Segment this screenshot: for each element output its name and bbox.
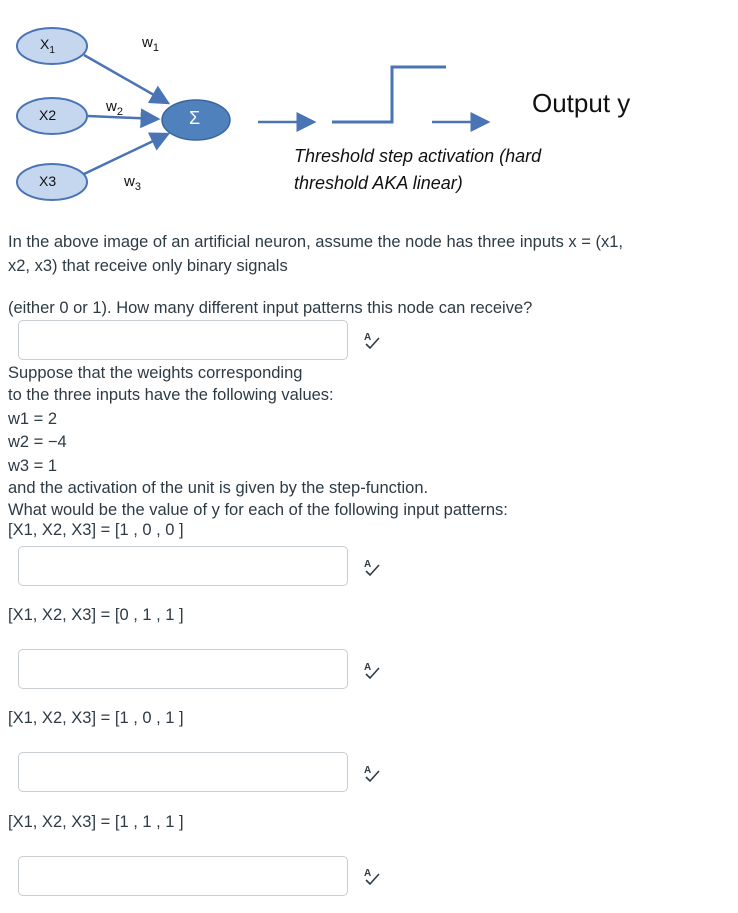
answer-input-pattern-4[interactable] xyxy=(18,856,348,896)
weight-w2-value: w2 = −4 xyxy=(8,433,67,451)
question2-line1: Suppose that the weights corresponding xyxy=(8,364,303,382)
spellcheck-icon[interactable] xyxy=(362,330,382,350)
activation-line-2: threshold AKA linear) xyxy=(294,173,463,193)
svg-text:A: A xyxy=(364,868,372,879)
weight-w3-value: w3 = 1 xyxy=(8,457,58,475)
input-label-x2: X2 xyxy=(39,107,57,123)
spellcheck-icon[interactable] xyxy=(362,866,382,886)
svg-text:A: A xyxy=(364,559,372,570)
answer-input-pattern-2[interactable] xyxy=(18,649,348,689)
spellcheck-icon[interactable] xyxy=(362,557,382,577)
connection-x2 xyxy=(88,116,158,119)
question2-line2: to the three inputs have the following values: xyxy=(8,386,334,404)
activation-description xyxy=(294,143,624,197)
svg-text:A: A xyxy=(364,662,372,673)
weight-label-w1: $w_1$ xyxy=(142,34,159,54)
pattern-label-2: [X1, X2, X3] = [0 , 1 , 1 ] xyxy=(8,606,184,624)
spellcheck-icon[interactable] xyxy=(362,763,382,783)
connection-x1 xyxy=(84,55,168,103)
answer-input-pattern-1[interactable] xyxy=(18,546,348,586)
spellcheck-icon[interactable] xyxy=(362,660,382,680)
pattern-label-4: [X1, X2, X3] = [1 , 1 , 1 ] xyxy=(8,813,184,831)
pattern-label-1: [X1, X2, X3] = [1 , 0 , 0 ] xyxy=(8,521,184,539)
svg-text:A: A xyxy=(364,765,372,776)
weight-w1-value: w1 = 2 xyxy=(8,410,58,428)
weight-label-w2: $w_2$ xyxy=(106,98,123,118)
output-label: Output y xyxy=(532,88,631,118)
question2-line6: and the activation of the unit is given by the step-function. xyxy=(8,479,429,497)
svg-text:A: A xyxy=(364,332,372,343)
question1-line3: (either 0 or 1). How many different input patterns this node can receive? xyxy=(8,299,533,317)
question2-line7: What would be the value of y for each of the following input patterns: xyxy=(8,501,508,519)
question1-line2: x2, x3) that receive only binary signals xyxy=(8,257,288,275)
input-label-x3: X3 xyxy=(39,173,57,189)
answer-input-patterns-count[interactable] xyxy=(18,320,348,360)
pattern-label-3: [X1, X2, X3] = [1 , 0 , 1 ] xyxy=(8,709,184,727)
input-label-x1: $X_1$ xyxy=(40,36,55,56)
neuron-diagram xyxy=(0,0,738,215)
connection-x3 xyxy=(84,134,168,174)
answer-input-pattern-3[interactable] xyxy=(18,752,348,792)
weight-label-w3: $w_3$ xyxy=(124,173,141,193)
activation-line-1: Threshold step activation (hard xyxy=(294,146,542,166)
step-function-shape xyxy=(332,67,446,122)
sum-symbol: Σ xyxy=(189,108,201,128)
question1-line1: In the above image of an artificial neuron, assume the node has three inputs x = (x1, xyxy=(8,233,623,251)
